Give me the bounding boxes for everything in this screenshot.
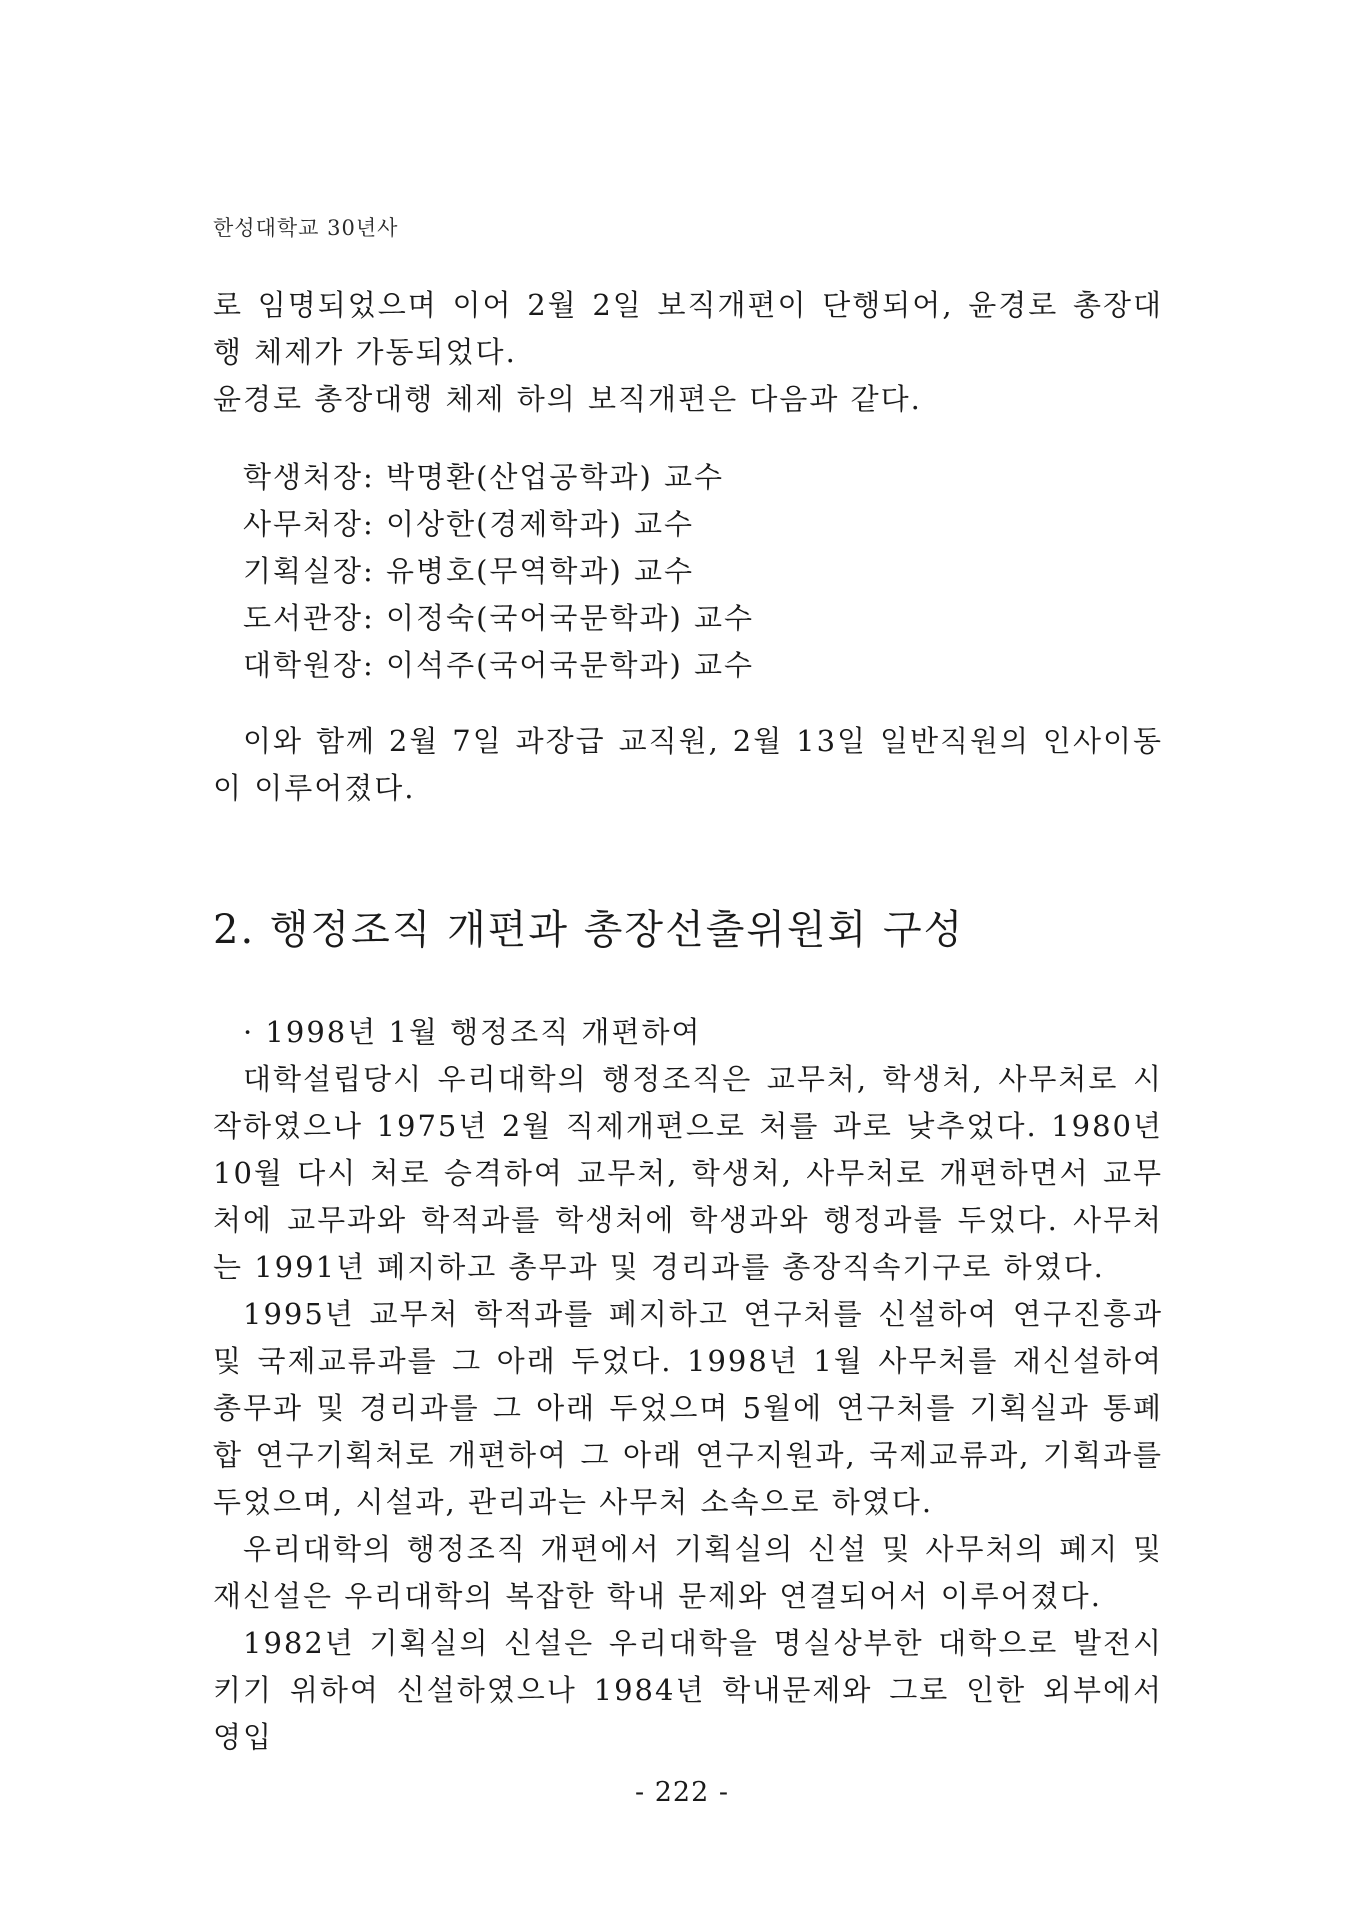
appointment-item: 학생처장: 박명환(산업공학과) 교수 <box>243 460 725 494</box>
appointment-item: 기획실장: 유병호(무역학과) 교수 <box>243 554 695 588</box>
body-paragraph: 우리대학의 행정조직 개편에서 기획실의 신설 및 사무처의 폐지 및 재신설은 우리대학의 복잡한 학내 문제와 연결되어서 이루어졌다. <box>213 1532 1163 1613</box>
section-heading: 2. 행정조직 개편과 총장선출위원회 구성 <box>213 907 965 953</box>
appointment-item: 도서관장: 이정숙(국어국문학과) 교수 <box>243 601 755 635</box>
running-header: 한성대학교 30년사 <box>213 216 399 240</box>
intro-paragraph: 로 임명되었으며 이어 2월 2일 보직개편이 단행되어, 윤경로 총장대행 체제가 가동되었다. <box>213 288 1163 369</box>
appointment-list <box>243 454 754 689</box>
intro-paragraph: 윤경로 총장대행 체제 하의 보직개편은 다음과 같다. <box>213 382 922 416</box>
bullet-subheading: · 1998년 1월 행정조직 개편하여 <box>243 1015 702 1049</box>
section-body <box>213 1056 1163 1761</box>
intro-block <box>213 282 1163 423</box>
appointment-item: 사무처장: 이상한(경제학과) 교수 <box>243 507 695 541</box>
body-paragraph: 대학설립당시 우리대학의 행정조직은 교무처, 학생처, 사무처로 시작하였으나 1975년 2월 직제개편으로 처를 과로 낮추었다. 1980년 10월 다시 처로 승격하여 교무처, 학생처, 사무처로 개편하면서 교무처에 교무과와 학적과를 학생처에 학생과와 행정과를 두었다. 사무처는 1991년 폐지하고 총무과 및 경리과를 총장직속기구로 하였다. <box>213 1062 1163 1284</box>
after-appointments-block <box>213 718 1163 812</box>
appointment-item: 대학원장: 이석주(국어국문학과) 교수 <box>243 648 755 682</box>
body-paragraph: 1982년 기획실의 신설은 우리대학을 명실상부한 대학으로 발전시키기 위하여 신설하였으나 1984년 학내문제와 그로 인한 외부에서 영입 <box>213 1626 1163 1754</box>
body-paragraph: 1995년 교무처 학적과를 폐지하고 연구처를 신설하여 연구진흥과 및 국제교류과를 그 아래 두었다. 1998년 1월 사무처를 재신설하여 총무과 및 경리과를 그 아래 두었으며 5월에 연구처를 기획실과 통폐합 연구기획처로 개편하여 그 아래 연구지원과, 국제교류과, 기획과를 두었으며, 시설과, 관리과는 사무처 소속으로 하였다. <box>213 1297 1163 1519</box>
page-number: - 222 - <box>635 1777 729 1808</box>
body-paragraph: 이와 함께 2월 7일 과장급 교직원, 2월 13일 일반직원의 인사이동이 이루어졌다. <box>213 724 1163 805</box>
